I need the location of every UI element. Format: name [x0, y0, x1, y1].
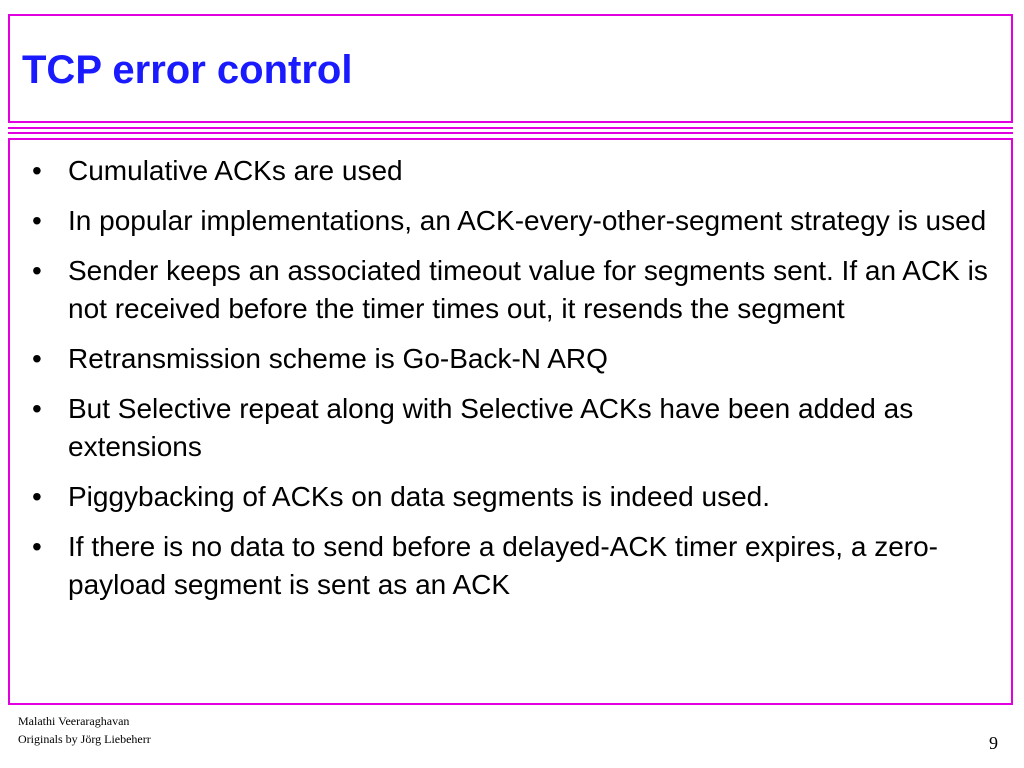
- footer-credit: Originals by Jörg Liebeherr: [18, 732, 151, 746]
- title-divider-bottom-line: [8, 132, 1013, 134]
- bullet-item: [28, 152, 1013, 190]
- bullet-item: [28, 340, 1013, 378]
- bullet-text: But Selective repeat along with Selective ACKs have been added as extensions: [68, 393, 914, 462]
- bullet-text: Retransmission scheme is Go-Back-N ARQ: [68, 343, 608, 374]
- bullet-text: Piggybacking of ACKs on data segments is indeed used.: [68, 481, 770, 512]
- title-box: [8, 14, 1013, 123]
- bullet-dot-icon: •: [32, 155, 42, 186]
- bullet-item: [28, 202, 1013, 240]
- bullet-text: In popular implementations, an ACK-every-other-segment strategy is used: [68, 205, 987, 236]
- bullet-item: [28, 390, 1013, 466]
- bullet-item: [28, 478, 1013, 516]
- footer: [18, 712, 151, 748]
- bullet-dot-icon: •: [32, 255, 42, 286]
- bullet-text: Cumulative ACKs are used: [68, 155, 403, 186]
- bullet-item: [28, 528, 1013, 604]
- bullet-text: If there is no data to send before a delayed-ACK timer expires, a zero-payload segment is sent as an ACK: [68, 531, 939, 600]
- bullet-dot-icon: •: [32, 205, 42, 236]
- footer-author: Malathi Veeraraghavan: [18, 714, 130, 728]
- bullet-dot-icon: •: [32, 343, 42, 374]
- bullet-item: [28, 252, 1013, 328]
- bullet-list: [28, 152, 1013, 616]
- content-box: [8, 138, 1013, 705]
- page-number: 9: [989, 733, 998, 753]
- title-divider-top-line: [8, 127, 1013, 129]
- bullet-dot-icon: •: [32, 393, 42, 424]
- bullet-text: Sender keeps an associated timeout value for segments sent. If an ACK is not received before the timer times out, it resends the segment: [68, 255, 988, 324]
- bullet-dot-icon: •: [32, 531, 42, 562]
- slide-title: TCP error control: [22, 48, 353, 92]
- bullet-dot-icon: •: [32, 481, 42, 512]
